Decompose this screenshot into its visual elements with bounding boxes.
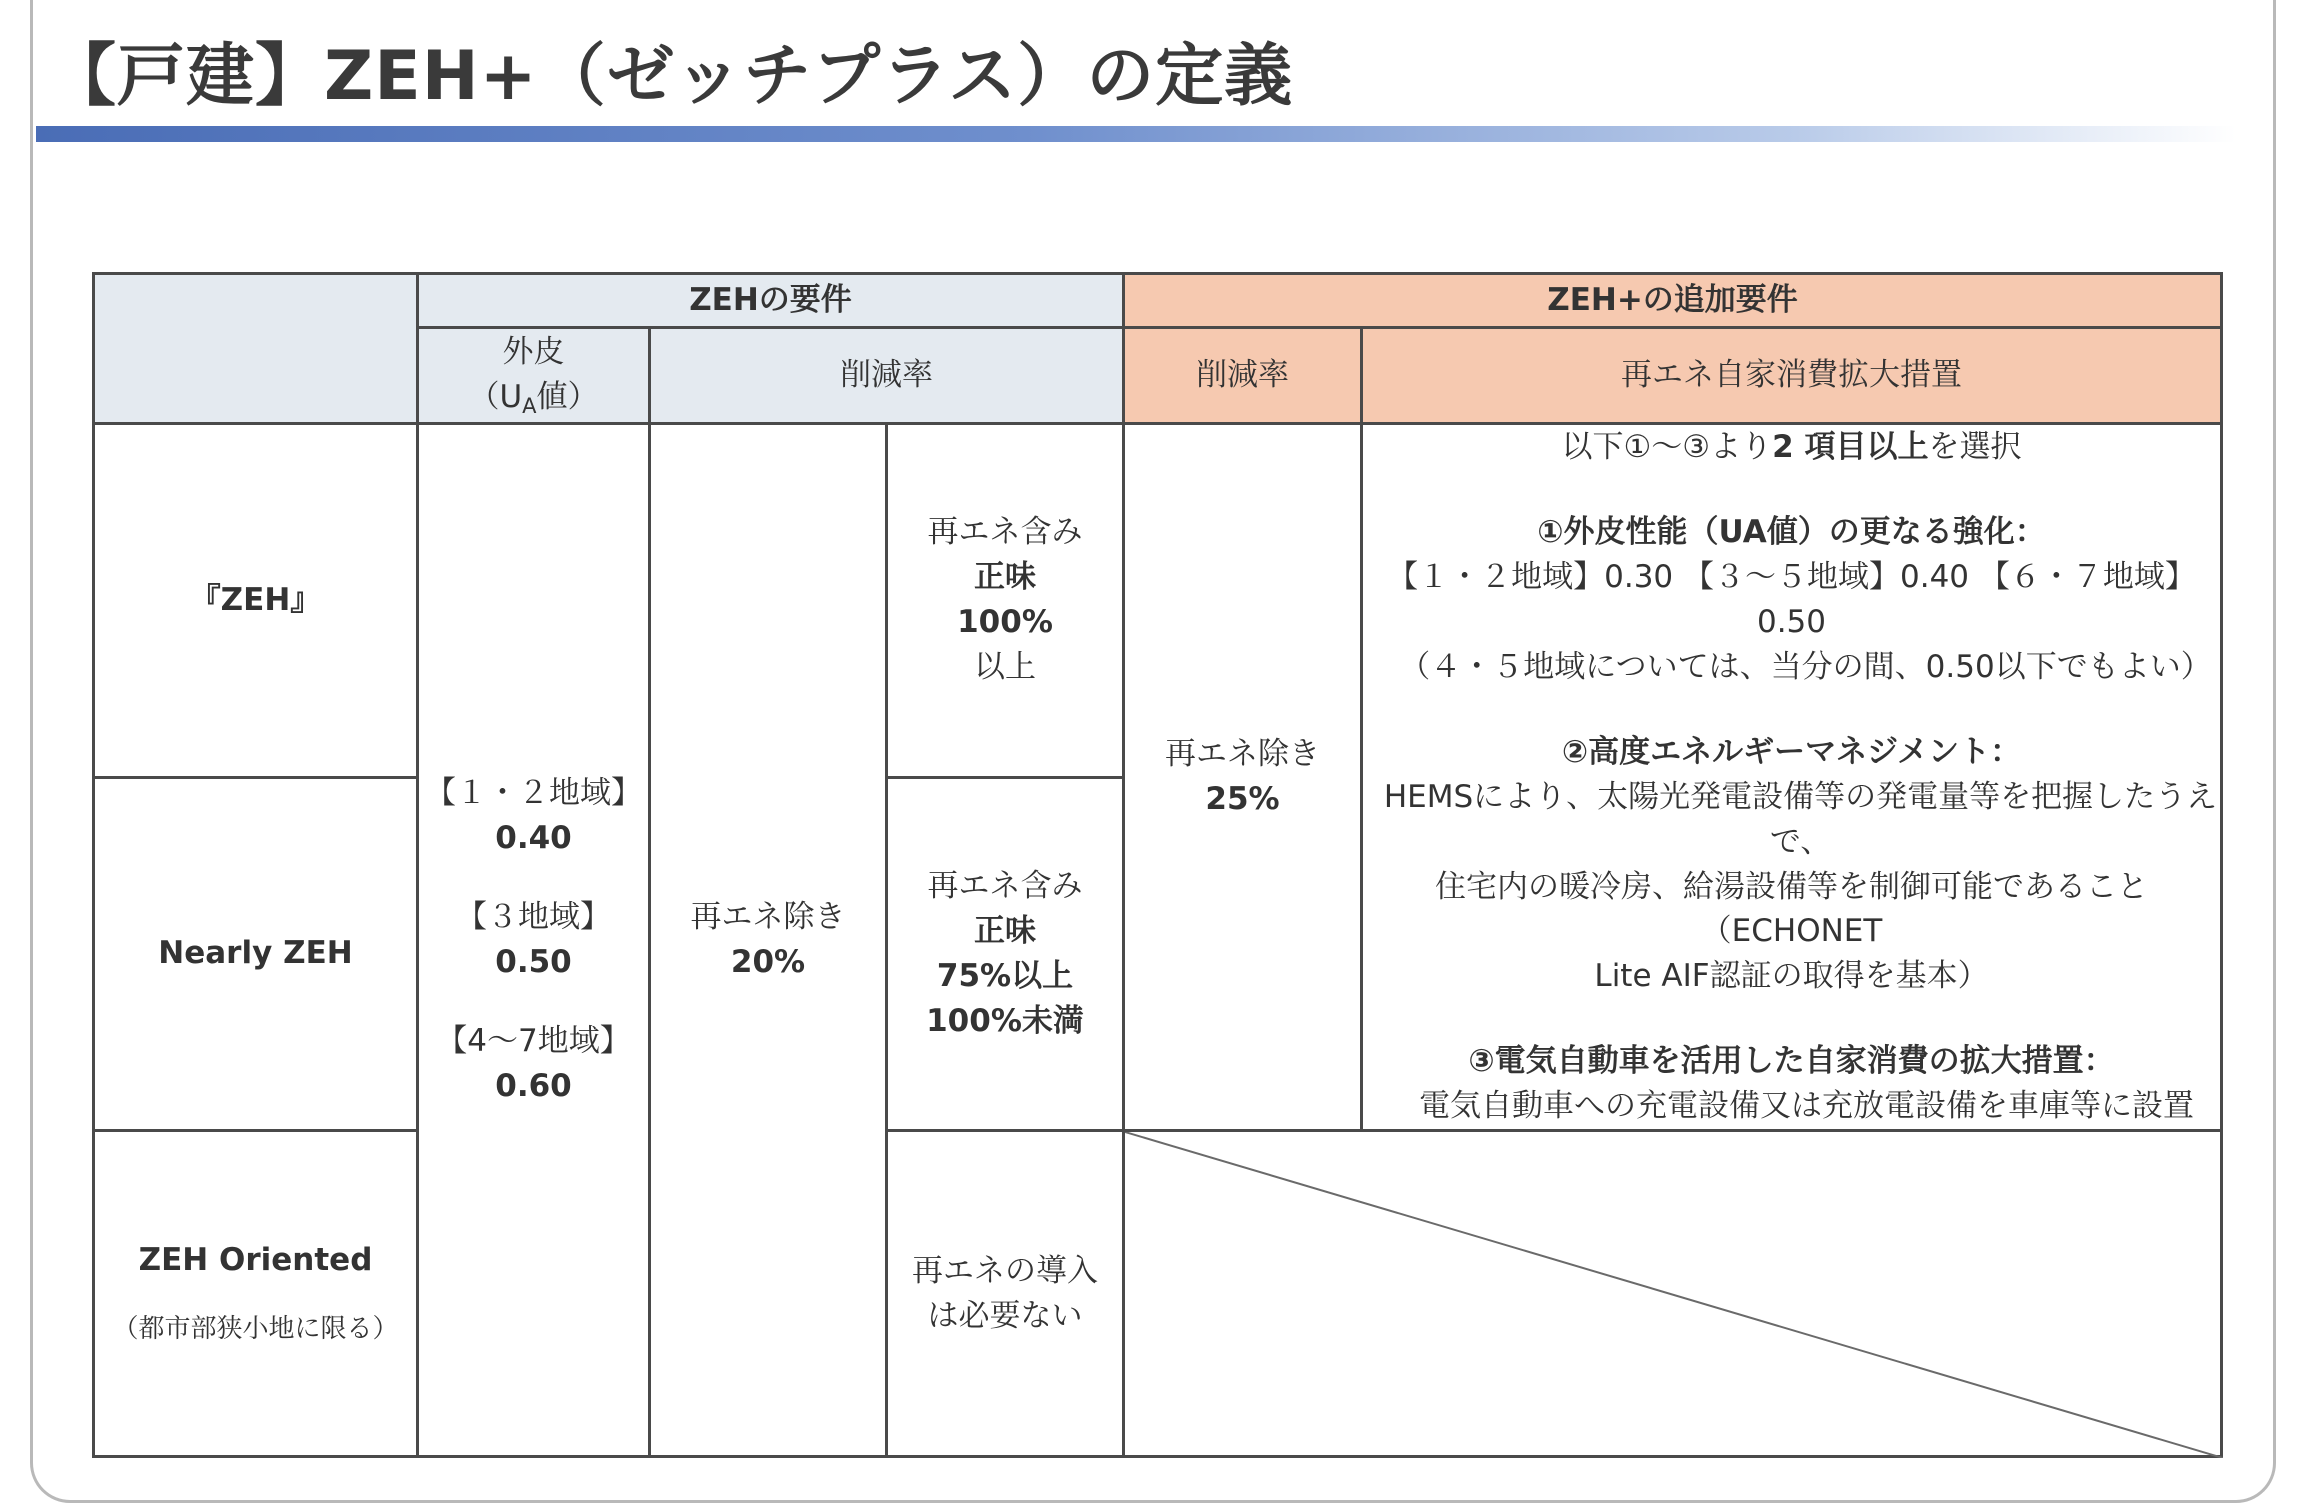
incl-zeh-line4: 以上 — [974, 649, 1036, 686]
header-zeh-requirements: ZEHの要件 — [418, 274, 1124, 328]
page-title: 【戸建】ZEH+（ゼッチプラス）の定義 — [48, 37, 1294, 116]
self-consumption-measures — [1362, 424, 2222, 1131]
measure-3-heading: ③電気自動車を活用した自家消費の拡大措置： — [1468, 1043, 2115, 1080]
zeh-definition-table — [92, 272, 2223, 1458]
incl-nearly-line2: 正味 — [974, 912, 1036, 949]
measure-2-line1: HEMSにより、太陽光発電設備等の発電量等を把握したうえで、 — [1383, 778, 2218, 860]
envelope-value-2: 0.50 — [495, 944, 572, 981]
plus-reduction-value: 25% — [1205, 781, 1280, 818]
reduction-incl-oriented — [887, 1131, 1124, 1457]
not-applicable-cell — [1124, 1131, 2222, 1457]
header-envelope-line1: 外皮 — [502, 333, 565, 370]
reduction-excl-value: 20% — [730, 944, 806, 981]
incl-nearly-line3: 75%以上 — [936, 957, 1074, 994]
incl-nearly-line1: 再エネ含み — [927, 868, 1083, 905]
incl-zeh-line2: 正味 — [974, 559, 1036, 596]
header-zeh-plus-requirements: ZEH+の追加要件 — [1124, 274, 2222, 328]
header-plus-reduction-rate: 削減率 — [1124, 328, 1362, 424]
header-envelope — [418, 328, 650, 424]
incl-oriented-line1: 再エネの導入 — [912, 1252, 1098, 1289]
envelope-region-1: 【１・２地域】 — [425, 775, 642, 812]
measure-2-line3: Lite AIF認証の取得を基本） — [1594, 958, 1989, 995]
envelope-values-cell — [418, 424, 650, 1457]
reduction-excl-label: 再エネ除き — [690, 899, 846, 936]
envelope-region-3: 【4～7地域】 — [436, 1023, 631, 1060]
measure-1-line2: （４・５地域については、当分の間、0.50以下でもよい） — [1399, 648, 2212, 685]
header-reduction-rate: 削減率 — [650, 328, 1124, 424]
envelope-region-2: 【３地域】 — [456, 899, 611, 936]
reduction-incl-zeh — [887, 424, 1124, 778]
title-underline-bar — [36, 126, 2236, 142]
reduction-incl-nearly — [887, 777, 1124, 1131]
incl-nearly-line4: 100%未満 — [926, 1002, 1084, 1039]
plus-reduction-label: 再エネ除き — [1165, 736, 1320, 773]
header-self-consumption: 再エネ自家消費拡大措置 — [1362, 328, 2222, 424]
envelope-value-3: 0.60 — [495, 1067, 572, 1104]
diagonal-strike-line — [1125, 1132, 2223, 1458]
incl-zeh-line1: 再エネ含み — [927, 514, 1083, 551]
plus-reduction-cell — [1124, 424, 1362, 1131]
envelope-value-1: 0.40 — [495, 820, 572, 857]
oriented-label: ZEH Oriented — [138, 1242, 373, 1279]
measure-1-heading: ①外皮性能（UA値）の更なる強化： — [1537, 513, 2046, 550]
reduction-excl-cell — [650, 424, 887, 1457]
measures-intro: 以下①～③より2 項目以上を選択 — [1561, 429, 2022, 465]
measure-2-line2: 住宅内の暖冷房、給湯設備等を制御可能であること（ECHONET — [1435, 868, 2148, 950]
incl-oriented-line2: は必要ない — [927, 1297, 1083, 1334]
incl-zeh-line3: 100% — [957, 604, 1053, 641]
row-label-zeh: 『ZEH』 — [94, 424, 418, 778]
row-label-nearly-zeh: Nearly ZEH — [94, 777, 418, 1131]
header-envelope-line2: （$U_A$値） — [468, 378, 599, 418]
row-label-zeh-oriented — [94, 1131, 418, 1457]
measure-2-heading: ②高度エネルギーマネジメント： — [1561, 733, 2022, 770]
measure-3-line1: 電気自動車への充電設備又は充放電設備を車庫等に設置 — [1419, 1088, 2194, 1125]
oriented-note: （都市部狭小地に限る） — [112, 1314, 399, 1345]
measure-1-line1: 【１・２地域】0.30 【３～５地域】0.40 【６・７地域】0.50 — [1387, 558, 2196, 640]
header-corner-cell — [94, 274, 418, 424]
